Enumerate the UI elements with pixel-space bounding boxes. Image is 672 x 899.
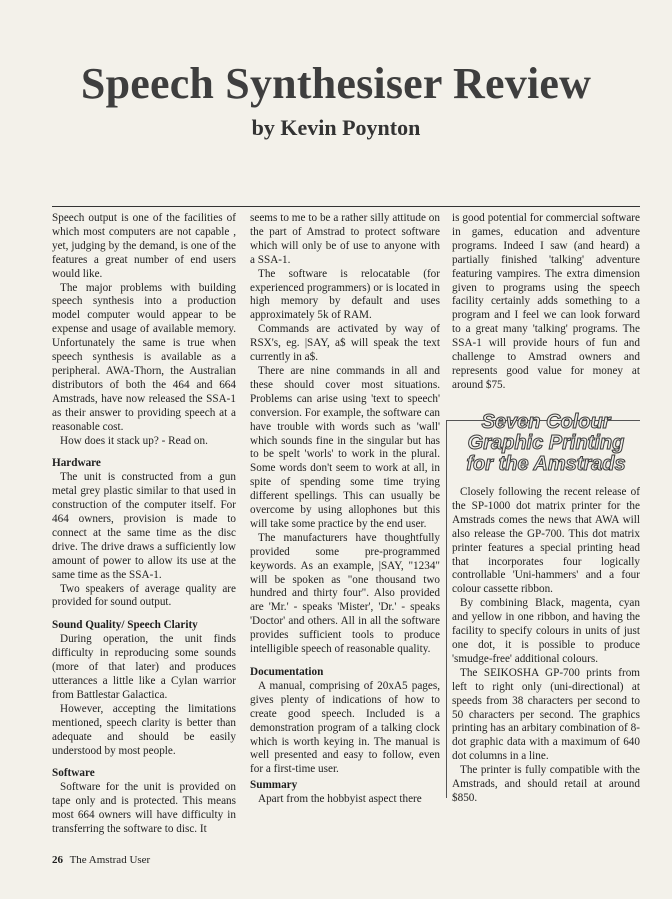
paragraph: Speech output is one of the facilities of which most computers are not capable , yet, judging by the demand, is one of the features a great number of end users would like. [52,212,236,280]
subheading-documentation: Documentation [250,666,324,678]
page-number: 26 [52,854,63,866]
paragraph: How does it stack up? - Read on. [60,434,208,447]
paragraph: The software is relocatable (for experienced programmers) or is located in high memory by default and uses approximately 5k of RAM. [250,267,440,322]
paragraph: A manual, comprising of 20xA5 pages, gives plenty of indications of how to create good speech. Included is a demonstration program of a talking clock which is worth keying in. The manual is well presented and easy to follow, even for a first-time user. [250,679,440,776]
paragraph: The major problems with building speech synthesis into a production model computer would appear to be expense and usage of available memory. Unfortunately the same is true when speech synthesis is available as a peripheral. AWA-Thorn, the Australian distributors of both the 464 and 664 Amstrads, have now released the SSA-1 as their answer to providing speech at a reasonable cost. [52,281,236,433]
paragraph: The unit is constructed from a gun metal grey plastic similar to that used in construction of the computer itself. For 464 owners, provision is made to connect at the same time as the disc drive. The drive draws a sufficiently low amount of power to allow its use at the same time as the SSA-1. [52,471,236,581]
column-1 [52,212,236,837]
paragraph: Two speakers of average quality are provided for sound output. [52,582,236,609]
paragraph: However, accepting the limitations mentioned, speech clarity is better than adequate and should be easily understood by most people. [52,702,236,757]
sidebar-title-line: Graphic Printing [467,432,625,454]
paragraph: Software for the unit is provided on tape only and is protected. This means most 664 owners will have difficulty in transferring the software to disc. It [52,781,236,836]
sidebar-title-line: for the Amstrads [466,453,626,475]
subheading-sound-quality: Sound Quality/ Speech Clarity [52,619,198,632]
paragraph: is good potential for commercial software in games, education and adventure programs. Indeed I saw (and heard) a partially finished 'talking' adventure featuring vampires. The extra dimension given to programs using the speech facility certainly adds something to a program and I feel we can look forward to a great many 'talking' programs. The SSA-1 will provide hours of fun and challenge to Amstrad owners and represents good value for money at around $75. [452,212,640,391]
paragraph: By combining Black, magenta, cyan and yellow in one ribbon, and having the facility to specify colours in units of just one dot, it is possible to produce 'smudge-free' additional colours. [452,597,640,665]
column-2 [250,212,440,807]
page-footer [52,854,150,867]
paragraph: Commands are activated by way of RSX's, eg. |SAY, a$ will speak the text currently in a$. [250,323,440,364]
article-title: Speech Synthesiser Review [80,59,592,108]
column-3 [452,212,640,393]
paragraph: There are nine commands in all and these should cover most situations. Problems can arise using 'text to speech' conversion. For example, the software can have trouble with words such as 'wall' which sounds fine in the singular but has to be spelt 'worls' to work in the plural. Some words don't seem to work at all, in spite of spending some time trying different spellings. This can usually be overcome by using allophones but this will take some practice by the end user. [250,364,440,530]
publication-name: The Amstrad User [69,854,151,866]
sidebar-title [452,412,640,475]
article-byline: by Kevin Poynton [251,115,421,140]
subheading-software: Software [52,767,95,780]
sidebar-title-line: Seven Colour [481,411,611,433]
paragraph: Apart from the hobbyist aspect there [258,793,422,806]
sidebar-body [452,486,640,806]
subheading-summary: Summary [250,779,298,792]
paragraph: seems to me to be a rather silly attitude on the part of Amstrad to protect software which will only be of use to anyone with a SSA-1. [250,212,440,266]
sidebar-left-rule [446,420,447,798]
paragraph: During operation, the unit finds difficulty in reproducing some sounds (more of that later) and produces utterances a little like a Cylan warrior from Battlestar Galactica. [52,633,236,701]
subheading-hardware: Hardware [52,457,101,470]
paragraph: The SEIKOSHA GP-700 prints from left to right only (uni-directional) at speeds from 38 characters per second to 50 characters per second. The graphics printing has an arbitary combination of 8-dot graphic data with a maximum of 640 dot columns in a line. [452,666,640,763]
paragraph: The printer is fully compatible with the Amstrads, and should retail at around $850. [452,764,640,804]
paragraph: The manufacturers have thoughtfully provided some pre-programmed keywords. As an example, |SAY, "1234" will be spoken as "one thousand two hundred and thirty four". Also provided are 'Mr.' - speaks 'Mister', 'Dr.' - speaks 'Doctor' and others. All in all the software provides sufficient tools to produce intelligible speech of reasonable quality. [250,531,440,656]
top-divider [52,206,640,207]
paragraph: Closely following the recent release of the SP-1000 dot matrix printer for the Amstrads comes the news that AWA will also release the GP-700. This dot matrix printer features a special printing head that incorporates four logically controllable 'Uni-hammers' and a four colour cassette ribbon. [452,486,640,596]
